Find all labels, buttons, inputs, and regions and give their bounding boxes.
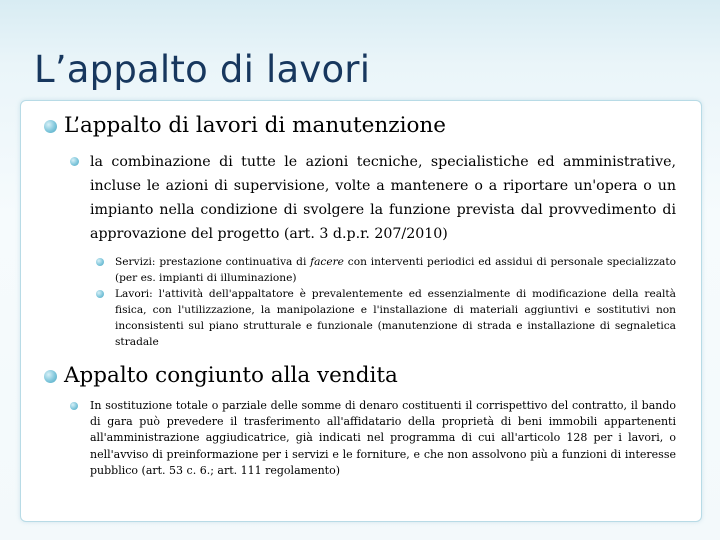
definition-text: la combinazione di tutte le azioni tecniche, specialistiche ed amministrative, incluse le azioni di supervisione, volte a mantenere o a riportare un'opera o un impianto nella condizione di svolgere la funzione prevista dal provvedimento di approvazione del progetto (art. 3 d.p.r. 207/2010) — [90, 154, 676, 242]
bullet-icon — [70, 402, 78, 410]
slide-title: L’appalto di lavori — [34, 48, 371, 91]
bullet-icon — [70, 157, 79, 166]
section-heading: Appalto congiunto alla vendita — [64, 363, 398, 388]
servizi-text-start: Servizi: prestazione continuativa di — [115, 256, 311, 268]
bullet-icon — [96, 290, 104, 298]
sub-item-servizi — [96, 254, 676, 286]
bullet-icon — [96, 258, 104, 266]
lavori-text: Lavori: l'attività dell'appaltatore è prevalentemente ed essenzialmente di modificazione della realtà fisica, con l'utilizzazione, la manipolazione e l'installazione di materiali aggiuntivi e sostitutivi non inconsistenti sul piano strutturale e funzionale (manutenzione di strada e installazione di segnaletica stradale — [115, 288, 676, 348]
section-heading: L’appalto di lavori di manutenzione — [64, 113, 446, 138]
servizi-text-end: con interventi periodici ed assidui di personale specializzato (per es. impianti di illuminazione) — [115, 256, 676, 284]
bullet-icon — [44, 370, 57, 383]
vendita-item — [70, 398, 676, 479]
sub-item-lavori — [96, 286, 676, 350]
vendita-text: In sostituzione totale o parziale delle somme di denaro costituenti il corrispettivo del contratto, il bando di gara può prevedere il trasferimento all'affidatario della proprietà di beni immobili appartenenti all'amministrazione aggiudicatrice, già indicati nel programma di cui all'articolo 128 per i lavori, o nell'avviso di preinformazione per i servizi e le forniture, e che non assolvono più a funzioni di interesse pubblico (art. 53 c. 6.; art. 111 regolamento) — [90, 399, 676, 477]
servizi-text-italic: facere — [310, 256, 344, 268]
section-manutenzione — [44, 112, 676, 140]
definition-item — [70, 150, 676, 246]
slide-content — [44, 112, 676, 479]
bullet-icon — [44, 120, 57, 133]
section-vendita — [44, 362, 676, 390]
